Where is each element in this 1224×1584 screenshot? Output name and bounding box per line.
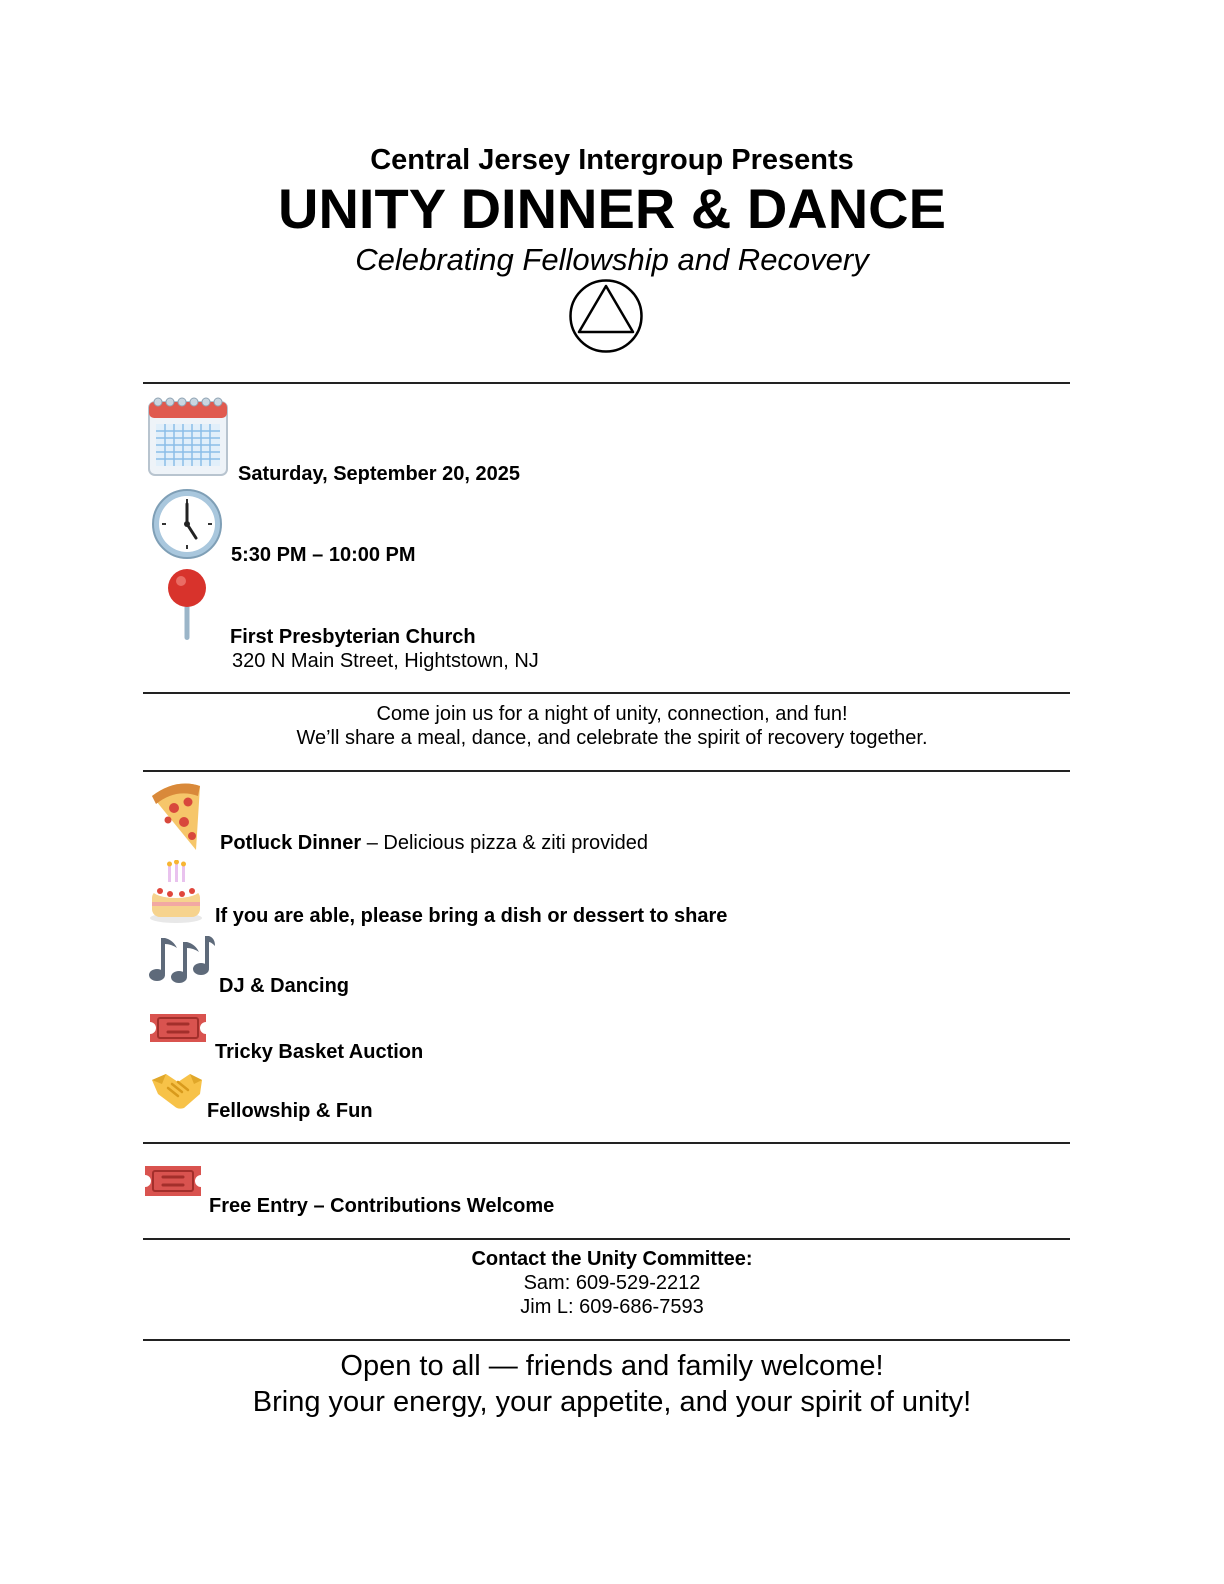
pushpin-icon: [162, 568, 212, 642]
divider: [143, 770, 1070, 772]
basket-auction: Tricky Basket Auction: [215, 1041, 424, 1063]
event-date: Saturday, September 20, 2025: [238, 463, 520, 485]
potluck-label: Potluck Dinner: [220, 832, 362, 854]
subtitle: Celebrating Fellowship and Recovery: [355, 242, 869, 277]
fellowship-fun: Fellowship & Fun: [207, 1100, 373, 1122]
footer-line-2: Bring your energy, your appetite, and your spirit of unity!: [252, 1386, 972, 1418]
potluck-line: [220, 831, 648, 855]
intro-line-2: We’ll share a meal, dance, and celebrate the spirit of recovery together.: [296, 727, 928, 749]
pizza-icon: [148, 780, 208, 852]
presenter-line: Central Jersey Intergroup Presents: [370, 144, 854, 176]
potluck-detail: – Delicious pizza & ziti provided: [361, 832, 648, 854]
divider: [143, 1142, 1070, 1144]
ticket-icon: [143, 1162, 203, 1200]
free-entry: Free Entry – Contributions Welcome: [209, 1195, 555, 1217]
dj-dancing: DJ & Dancing: [219, 975, 350, 997]
intro-line-1: Come join us for a night of unity, connection, and fun!: [376, 703, 848, 725]
event-time: 5:30 PM – 10:00 PM: [231, 544, 416, 566]
venue-address: 320 N Main Street, Hightstown, NJ: [232, 650, 539, 672]
contact-sam: Sam: 609-529-2212: [523, 1272, 701, 1294]
clock-icon: [150, 487, 224, 561]
calendar-icon: [146, 394, 230, 478]
divider: [143, 692, 1070, 694]
handshake-icon: [150, 1070, 204, 1112]
birthday-cake-icon: [148, 860, 204, 924]
divider: [143, 1238, 1070, 1240]
contact-heading: Contact the Unity Committee:: [471, 1248, 753, 1270]
footer-line-1: Open to all — friends and family welcome!: [340, 1350, 884, 1382]
page-title: UNITY DINNER & DANCE: [278, 177, 946, 240]
circle-triangle-logo: [568, 278, 644, 354]
divider: [143, 382, 1070, 384]
contact-jim: Jim L: 609-686-7593: [520, 1296, 704, 1318]
ticket-icon: [148, 1010, 208, 1046]
music-notes-icon: [147, 930, 215, 986]
divider: [143, 1339, 1070, 1341]
venue-name: First Presbyterian Church: [230, 626, 476, 648]
dish-request: If you are able, please bring a dish or dessert to share: [215, 905, 728, 927]
